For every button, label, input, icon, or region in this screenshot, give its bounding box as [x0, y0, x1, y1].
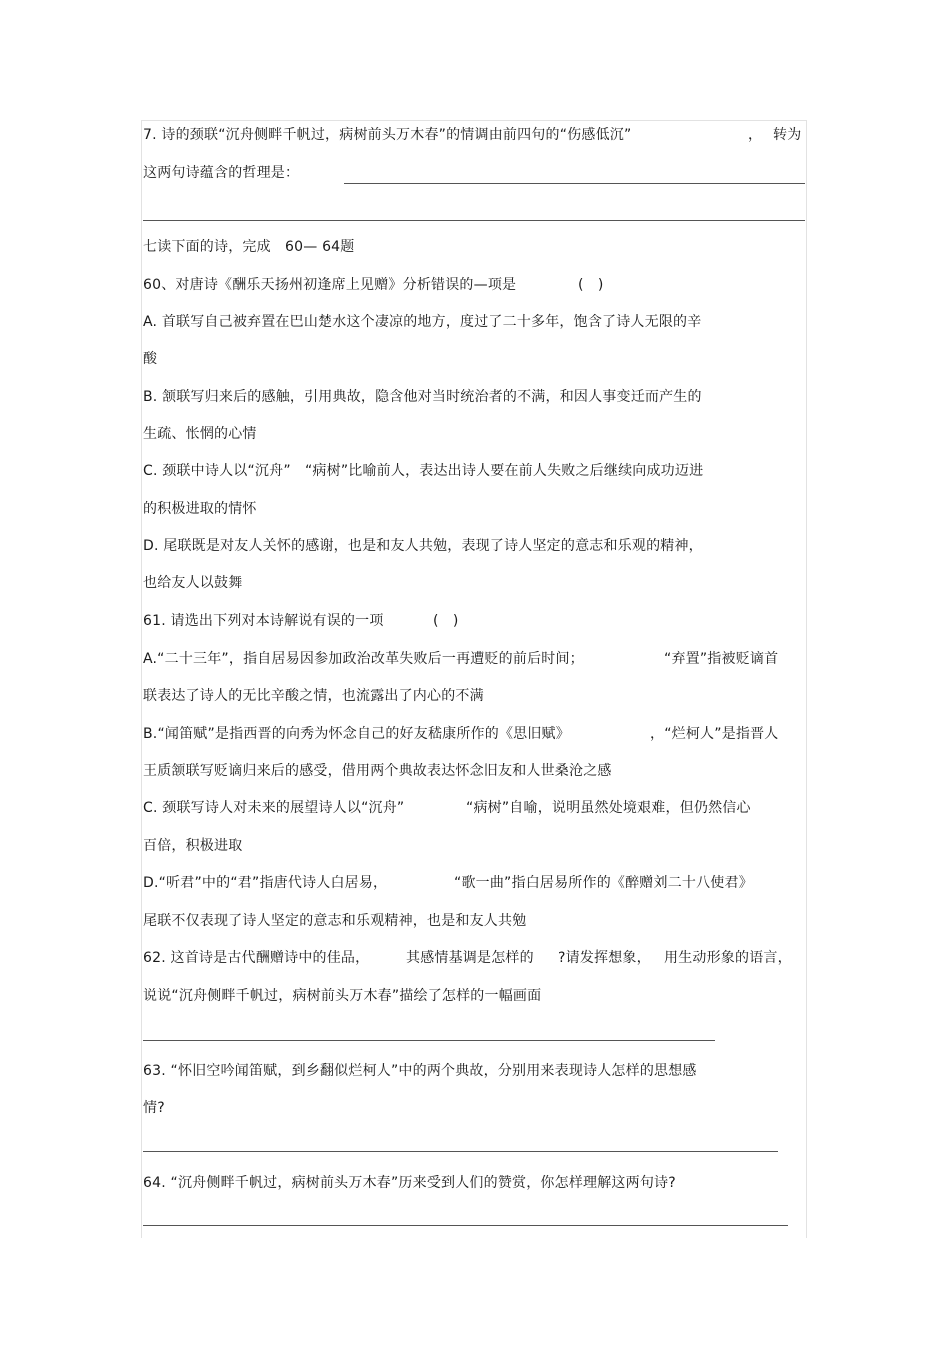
- q60-option-d-line2: 也给友人以鼓舞: [143, 575, 243, 591]
- q61-option-b-line1-end: ，“烂柯人”是指晋人: [650, 726, 779, 742]
- q60-paren: ( ): [578, 277, 604, 293]
- section-heading: 七读下面的诗，完成 60— 64题: [143, 239, 355, 255]
- q60-option-b-line1: B. 颔联写归来后的感触，引用典故，隐含他对当时统治者的不满，和因人事变迁而产生的: [143, 389, 702, 405]
- q62-line1-part3: ?请发挥想象，: [558, 950, 651, 966]
- q61-stem: 61. 请选出下列对本诗解说有误的一项: [143, 613, 384, 629]
- q7-answer-line-1: [344, 183, 805, 184]
- q61-option-a-line1-end: “弃置”指被贬谪首: [664, 651, 779, 667]
- q61-option-a-line1: A.“二十三年”，指自居易因参加政治改革失败后一再遭贬的前后时间；: [143, 651, 584, 667]
- q61-option-b-line1: B.“闻笛赋”是指西晋的向秀为怀念自己的好友嵇康所作的《思旧赋》: [143, 726, 570, 742]
- q60-option-a-line1: A. 首联写自己被弃置在巴山楚水这个凄凉的地方，度过了二十多年，饱含了诗人无限的辛: [143, 314, 702, 330]
- q7-line1-comma: ，: [748, 127, 763, 143]
- q61-option-c-line1-end: “病树”自喻，说明虽然处境艰难，但仍然信心: [466, 800, 751, 816]
- frame-left-border: [141, 120, 142, 1238]
- q61-option-d-line2: 尾联不仅表现了诗人坚定的意志和乐观精神，也是和友人共勉: [143, 913, 527, 929]
- q61-option-c-line1: C. 颈联写诗人对未来的展望诗人以“沉舟”: [143, 800, 405, 816]
- q60-option-b-line2: 生疏、怅惘的心情: [143, 426, 257, 442]
- q61-option-b-line2: 王质颔联写贬谪归来后的感受，借用两个典故表达怀念旧友和人世桑沧之感: [143, 763, 612, 779]
- q64-answer-line: [143, 1225, 788, 1226]
- q62-line1: 62. 这首诗是古代酬赠诗中的佳品，: [143, 950, 370, 966]
- q63-line2: 情?: [143, 1100, 165, 1116]
- q63-answer-line: [143, 1151, 778, 1152]
- q7-answer-line-2: [143, 220, 805, 221]
- q60-option-d-line1: D. 尾联既是对友人关怀的感谢，也是和友人共勉，表现了诗人坚定的意志和乐观的精神，: [143, 538, 703, 554]
- q63-line1: 63. “怀旧空吟闻笛赋，到乡翻似烂柯人”中的两个典故，分别用来表现诗人怎样的思想感: [143, 1063, 697, 1079]
- q62-line1-part4: 用生动形象的语言，: [664, 950, 792, 966]
- q62-answer-line: [143, 1040, 715, 1041]
- q7-line1: 7. 诗的颈联“沉舟侧畔千帆过，病树前头万木春”的情调由前四句的“伤感低沉”: [143, 127, 632, 143]
- q62-line2: 说说“沉舟侧畔千帆过，病树前头万木春”描绘了怎样的一幅画面: [143, 988, 542, 1004]
- q60-option-c-line1: C. 颈联中诗人以“沉舟” “病树”比喻前人，表达出诗人要在前人失败之后继续向成功迈进: [143, 463, 704, 479]
- q60-option-a-line2: 酸: [143, 351, 158, 367]
- q60-option-c-line2: 的积极进取的情怀: [143, 501, 257, 517]
- q7-line2: 这两句诗蕴含的哲理是：: [143, 165, 300, 181]
- q64-line1: 64. “沉舟侧畔千帆过，病树前头万木春”历来受到人们的赞赏，你怎样理解这两句诗?: [143, 1175, 676, 1191]
- q61-paren: ( ): [433, 613, 459, 629]
- q61-option-c-line2: 百倍，积极进取: [143, 838, 243, 854]
- q61-option-d-line1-end: “歌一曲”指白居易所作的《醉赠刘二十八使君》: [454, 875, 753, 891]
- q7-line1-end: 转为: [773, 127, 802, 143]
- frame-top-border: [141, 120, 806, 121]
- q61-option-d-line1: D.“听君”中的“君”指唐代诗人白居易，: [143, 875, 388, 891]
- q60-stem: 60、对唐诗《酬乐天扬州初逢席上见赠》分析错误的—项是: [143, 277, 517, 293]
- frame-right-border: [806, 120, 807, 1238]
- q61-option-a-line2: 联表达了诗人的无比辛酸之情，也流露出了内心的不满: [143, 688, 484, 704]
- q62-line1-part2: 其感情基调是怎样的: [406, 950, 534, 966]
